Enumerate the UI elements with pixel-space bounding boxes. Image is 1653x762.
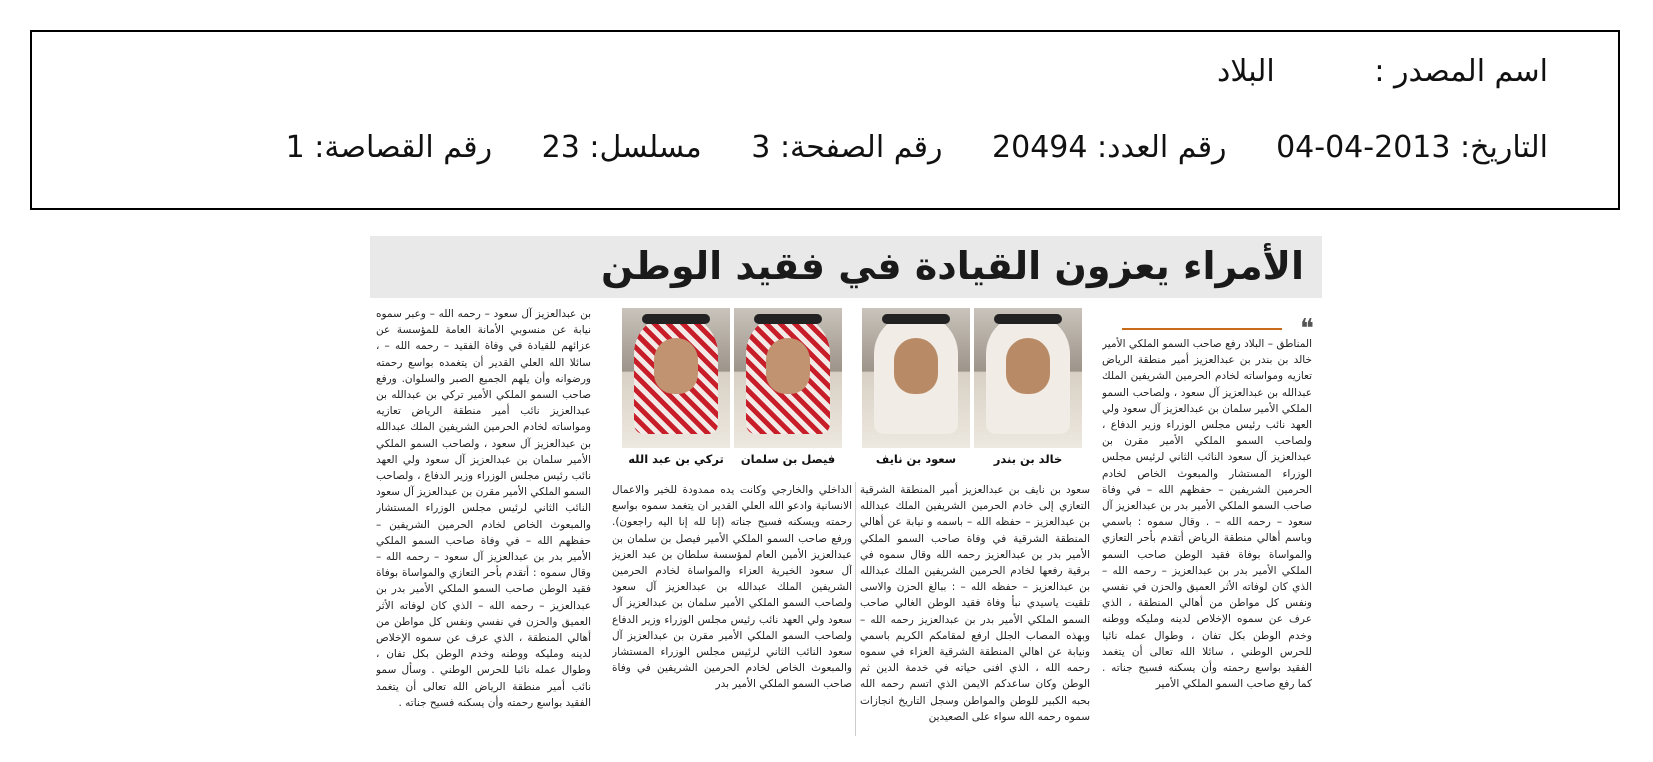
source-value: البلاد: [1216, 54, 1275, 89]
caption-saud-bin-nayef: سعود بن نايف: [875, 452, 957, 466]
column-3-text: الداخلي والخارجي وكانت يده ممدودة للخير والاعمال الانسانية وادعو الله العلي القدير ان يتغمد سموه بواسع رحمته ويسكنه فسيح جناته (إنا لله إنا اليه راجعون). ورفع صاحب السمو الملكي الأمير فيصل بن سلمان بن عبدالعزيز الأمين العام لمؤسسة سلطان بن عبد العزيز آل سعود الخيرية العزاء والمواساة لخادم الحرمين الشريفين الملك عبدالله بن عبدالعزيز آل سعود ولصاحب السمو الملكي الأمير سلمان بن عبدالعزيز آل سعود ولي العهد نائب رئيس مجلس الوزراء وزير الدفاع ولصاحب السمو الملكي الأمير مقرن بن عبدالعزيز آل سعود النائب الثاني لرئيس مجلس الوزراء المستشار والمبعوث الخاص لخادم الحرمين الشريفين في وفاة صاحب السمو الملكي الأمير بدر: [612, 484, 852, 691]
issue-field: [992, 130, 1226, 165]
face-shape: [894, 338, 938, 394]
igal-shape: [642, 314, 710, 324]
date-label: التاريخ:: [1460, 130, 1548, 165]
portrait-khalid-bin-bandar: [974, 308, 1082, 448]
clip-value: 1: [285, 130, 305, 165]
column-1-text: المناطق – البلاد رفع صاحب السمو الملكي الأمير خالد بن بندر بن عبدالعزيز أمير منطقة الرياض تعازيه ومواساته لخادم الحرمين الشريفين الملك عبدالله بن عبدالعزيز آل سعود ، ولصاحب السمو الملكي الأمير سلمان بن عبدالعزيز آل سعود ولي العهد نائب رئيس مجلس الوزراء وزير الدفاع ، ولصاحب السمو الملكي الأمير مقرن بن عبدالعزيز آل سعود النائب الثاني لرئيس مجلس الوزراء المستشار والمبعوث الخاص لخادم الحرمين الشريفين – حفظهم الله – في وفاة صاحب السمو الملكي الأمير بدر بن عبدالعزيز آل سعود – رحمه الله – . وقال سموه : باسمي وباسم أهالي منطقة الرياض أتقدم بأحر التعازي والمواساة بوفاة فقيد الوطن صاحب السمو الملكي الأمير بدر بن عبدالعزيز – رحمه الله – الذي كان لوفاته الأثر العميق والحزن في نفسي ونفس كل مواطن من أهالي المنطقة ، الذي عرف عن سموه الإخلاص لدينه ومليكه ووطنه وخدم الوطن بكل تفان ، وطوال عمله نائبا للحرس الوطني ، سائلا الله تعالى أن يتغمد الفقيد بواسع رحمته وأن يسكنه فسيح جناته . كما رفع صاحب السمو الملكي الأمير: [1102, 338, 1312, 691]
quote-mark-icon: ❝: [1300, 314, 1314, 344]
portrait-turki-bin-abdullah: [622, 308, 730, 448]
column-4-text: بن عبدالعزيز آل سعود – رحمه الله – وعبر سموه نيابة عن منسوبي الأمانة العامة للمؤسسة عن عزائهم للقيادة في وفاة الفقيد – رحمه الله – ، سائلا الله العلي القدير أن يتغمده بواسع رحمته ورضوانه وأن يلهم الجميع الصبر والسلوان. ورفع صاحب السمو الملكي الأمير تركي بن عبدالله بن عبدالعزيز نائب أمير منطقة الرياض تعازيه ومواساته لخادم الحرمين الشريفين الملك عبدالله بن عبدالعزيز آل سعود ، ولصاحب السمو الملكي الأمير سلمان بن عبدالعزيز آل سعود ولي العهد نائب رئيس مجلس الوزراء وزير الدفاع ، ولصاحب السمو الملكي الأمير مقرن بن عبدالعزيز آل سعود النائب الثاني لرئيس مجلس الوزراء المستشار والمبعوث الخاص لخادم الحرمين الشريفين – حفظهم الله – في وفاة صاحب السمو الملكي الأمير بدر بن عبدالعزيز آل سعود – رحمه الله – وقال سموه : أتقدم بأحر التعازي والمواساة بوفاة فقيد الوطن صاحب السمو الملكي الأمير بدر بن عبدالعزيز – رحمه الله – الذي كان لوفاته الأثر العميق والحزن في نفسي ونفس كل مواطن من أهالي المنطقة ، الذي عرف عن سموه الإخلاص لدينه ومليكه ووطنه وخدم الوطن بكل تفان ، وطوال عمله نائبا للحرس الوطني . وسأل سمو نائب أمير منطقة الرياض الله تعالى أن يتغمد الفقيد بواسع رحمته وأن يسكنه فسيح جناته .: [376, 308, 591, 709]
article-column-2: [860, 482, 1090, 736]
igal-shape: [754, 314, 822, 324]
portrait-faisal-bin-salman: [734, 308, 842, 448]
face-shape: [766, 338, 810, 394]
article-column-3: [612, 482, 852, 736]
article-headline: الأمراء يعزون القيادة في فقيد الوطن: [601, 244, 1304, 288]
clipping-metadata-box: [30, 30, 1620, 210]
date-field: [1276, 130, 1548, 165]
serial-label: مسلسل:: [589, 130, 702, 165]
caption-faisal-bin-salman: فيصل بن سلمان: [740, 452, 836, 466]
caption-khalid-bin-bandar: خالد بن بندر: [993, 452, 1063, 466]
igal-shape: [882, 314, 950, 324]
face-shape: [1006, 338, 1050, 394]
newspaper-clipping: [370, 236, 1322, 746]
page-value: 3: [751, 130, 771, 165]
source-label: اسم المصدر :: [1374, 54, 1548, 89]
issue-label: رقم العدد:: [1097, 130, 1227, 165]
page-label: رقم الصفحة:: [779, 130, 943, 165]
igal-shape: [994, 314, 1062, 324]
details-line: [246, 130, 1548, 165]
serial-field: [542, 130, 702, 165]
face-shape: [654, 338, 698, 394]
issue-value: 20494: [992, 130, 1088, 165]
accent-rule: [1122, 328, 1282, 330]
date-value: 2013-04-04: [1276, 130, 1451, 165]
caption-turki-bin-abdullah: تركي بن عبد الله: [628, 452, 724, 466]
column-divider: [855, 482, 856, 736]
clip-field: [286, 130, 492, 165]
page-field: [751, 130, 942, 165]
article-column-4: [376, 306, 591, 736]
portrait-saud-bin-nayef: [862, 308, 970, 448]
serial-value: 23: [541, 130, 580, 165]
article-column-1: [1102, 336, 1312, 736]
source-line: [1217, 54, 1548, 89]
column-2-text: سعود بن نايف بن عبدالعزيز أمير المنطقة الشرقية التعازي إلى خادم الحرمين الشريفين الملك عبدالله بن عبدالعزيز – حفظه الله – باسمه و نيابة عن أهالي المنطقة الشرقية في وفاة صاحب السمو الملكي الأمير بدر بن عبدالعزيز رحمه الله وقال سموه في برقية رفعها لخادم الحرمين الشريفين الملك عبدالله بن عبدالعزيز – حفظه الله – : ببالغ الحزن والاسى تلقيت ياسيدي نبأ وفاة فقيد الوطن الغالي صاحب السمو الملكي الأمير بدر بن عبدالعزيز رحمه الله – وبهذه المصاب الجلل ارفع لمقامكم الكريم باسمي ونيابة عن اهالي المنطقة الشرقية العزاء في سموه رحمه الله ، الذي افنى حياته في خدمة الدين ثم الوطن وكان ساعدكم الايمن الذي اتسم رحمه الله بحبه الكبير للوطن والمواطن وسجل التاريخ انجازات سموه رحمه الله سواء على الصعيدين: [860, 484, 1090, 723]
clip-label: رقم القصاصة:: [314, 130, 493, 165]
headline-bar: [370, 236, 1322, 298]
